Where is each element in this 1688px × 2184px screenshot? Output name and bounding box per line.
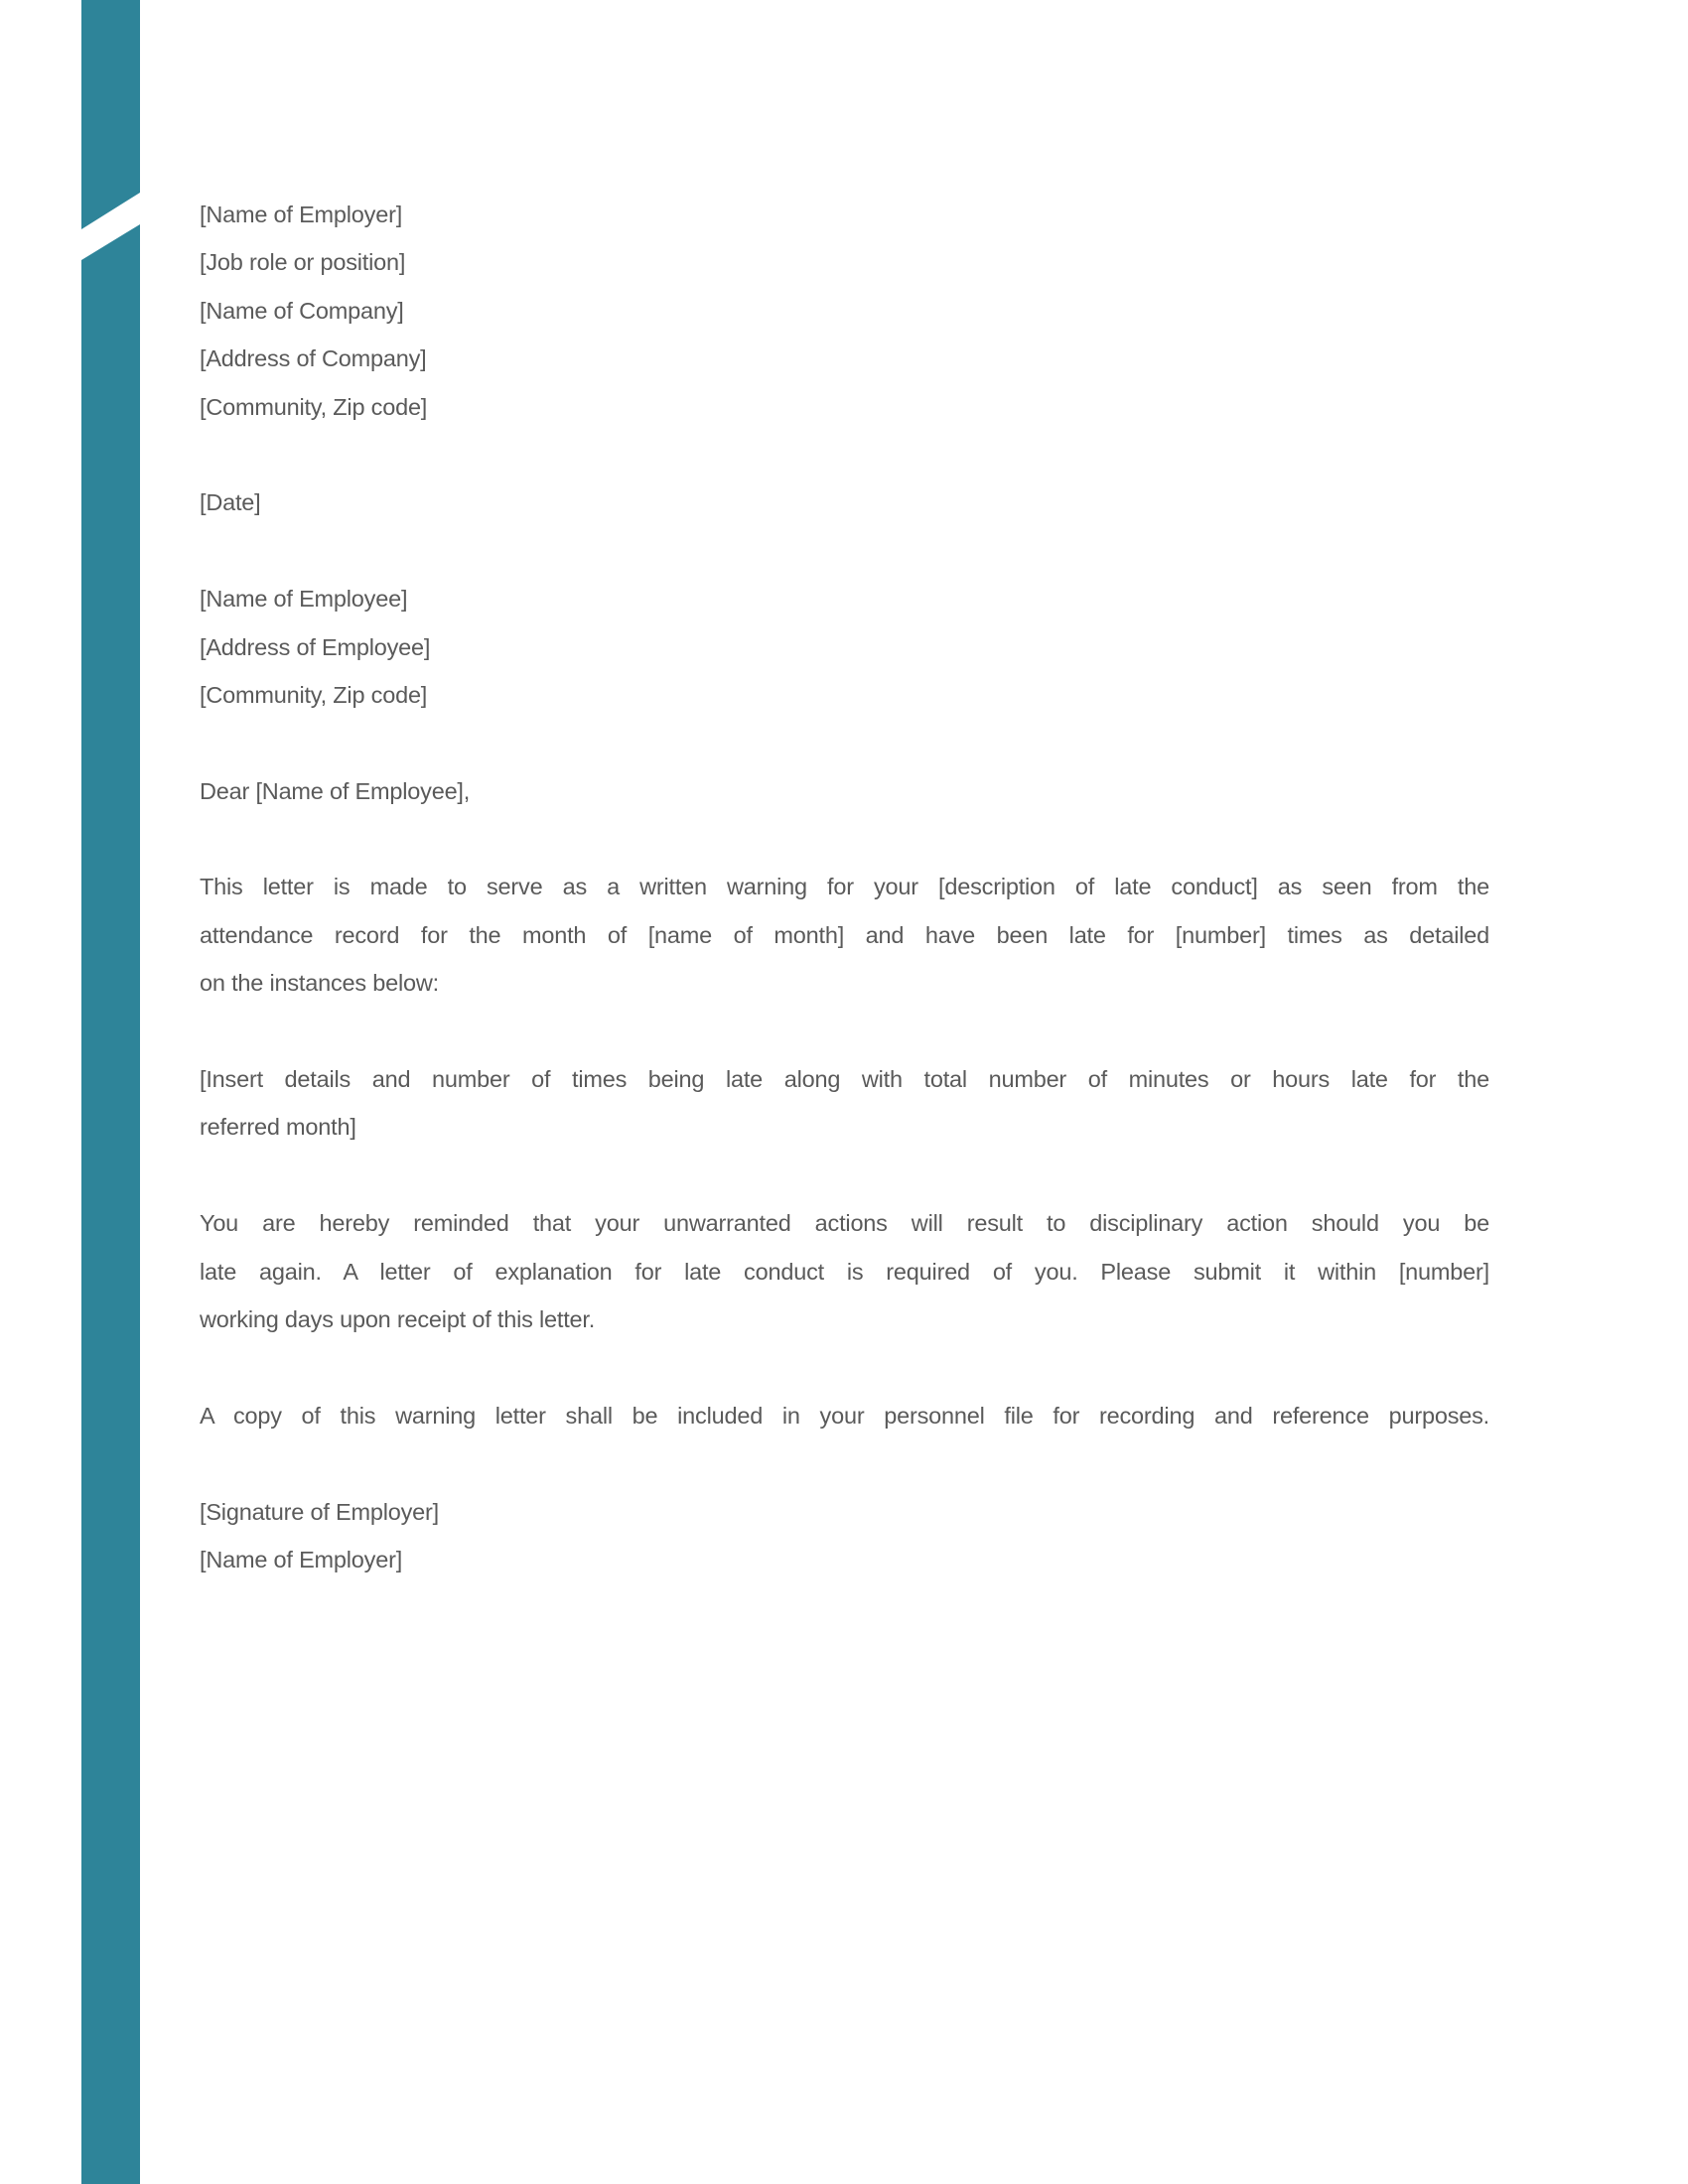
- paragraph-line: A copy of this warning letter shall be included in your personnel file for recording and reference purposes.: [200, 1402, 1489, 1429]
- paragraph-line: late again. A letter of explanation for late conduct is required of you. Please submit it within [number]: [200, 1258, 1489, 1285]
- recipient-address: [Address of Employee]: [200, 633, 431, 660]
- decorative-side-bar: [81, 0, 140, 2184]
- sender-name: [Name of Employer]: [200, 202, 403, 227]
- sender-community-zip: [Community, Zip code]: [200, 393, 428, 420]
- sender-position: [Job role or position]: [200, 249, 406, 276]
- paragraph-line: working days upon receipt of this letter.: [200, 1305, 596, 1332]
- paragraph-line: referred month]: [200, 1114, 356, 1141]
- spacer: [200, 719, 1489, 766]
- letter-body: [200, 191, 1489, 1583]
- paragraph-warning: [200, 863, 1489, 1007]
- sender-block: [200, 191, 1489, 431]
- spacer: [200, 1008, 1489, 1055]
- spacer: [200, 431, 1489, 478]
- paragraph-line: attendance record for the month of [name of month] and have been late for [number] times as detailed: [200, 921, 1489, 948]
- letter-date: [Date]: [200, 489, 261, 516]
- employer-signature: [Signature of Employer]: [200, 1498, 439, 1525]
- paragraph-reminder: [200, 1199, 1489, 1343]
- paragraph-line: on the instances below:: [200, 970, 440, 997]
- spacer: [200, 815, 1489, 863]
- sender-company: [Name of Company]: [200, 297, 404, 324]
- recipient-block: [200, 575, 1489, 719]
- spacer: [200, 1152, 1489, 1199]
- paragraph-line: [Insert details and number of times being late along with total number of minutes or hours late for the: [200, 1066, 1489, 1093]
- spacer: [200, 527, 1489, 575]
- paragraph-record: [200, 1392, 1489, 1439]
- sender-address: [Address of Company]: [200, 345, 427, 372]
- recipient-name: [Name of Employee]: [200, 586, 408, 613]
- recipient-community-zip: [Community, Zip code]: [200, 681, 428, 708]
- salutation: Dear [Name of Employee],: [200, 777, 471, 804]
- employer-name: [Name of Employer]: [200, 1546, 403, 1572]
- spacer: [200, 1343, 1489, 1391]
- side-bar-shape: [81, 0, 140, 2184]
- paragraph-line: You are hereby reminded that your unwarranted actions will result to disciplinary action should you be: [200, 1210, 1489, 1237]
- paragraph-details: [200, 1055, 1489, 1152]
- spacer: [200, 1439, 1489, 1487]
- closing-block: [200, 1488, 1489, 1584]
- paragraph-line: This letter is made to serve as a written warning for your [description of late conduct] as seen from the: [200, 874, 1489, 900]
